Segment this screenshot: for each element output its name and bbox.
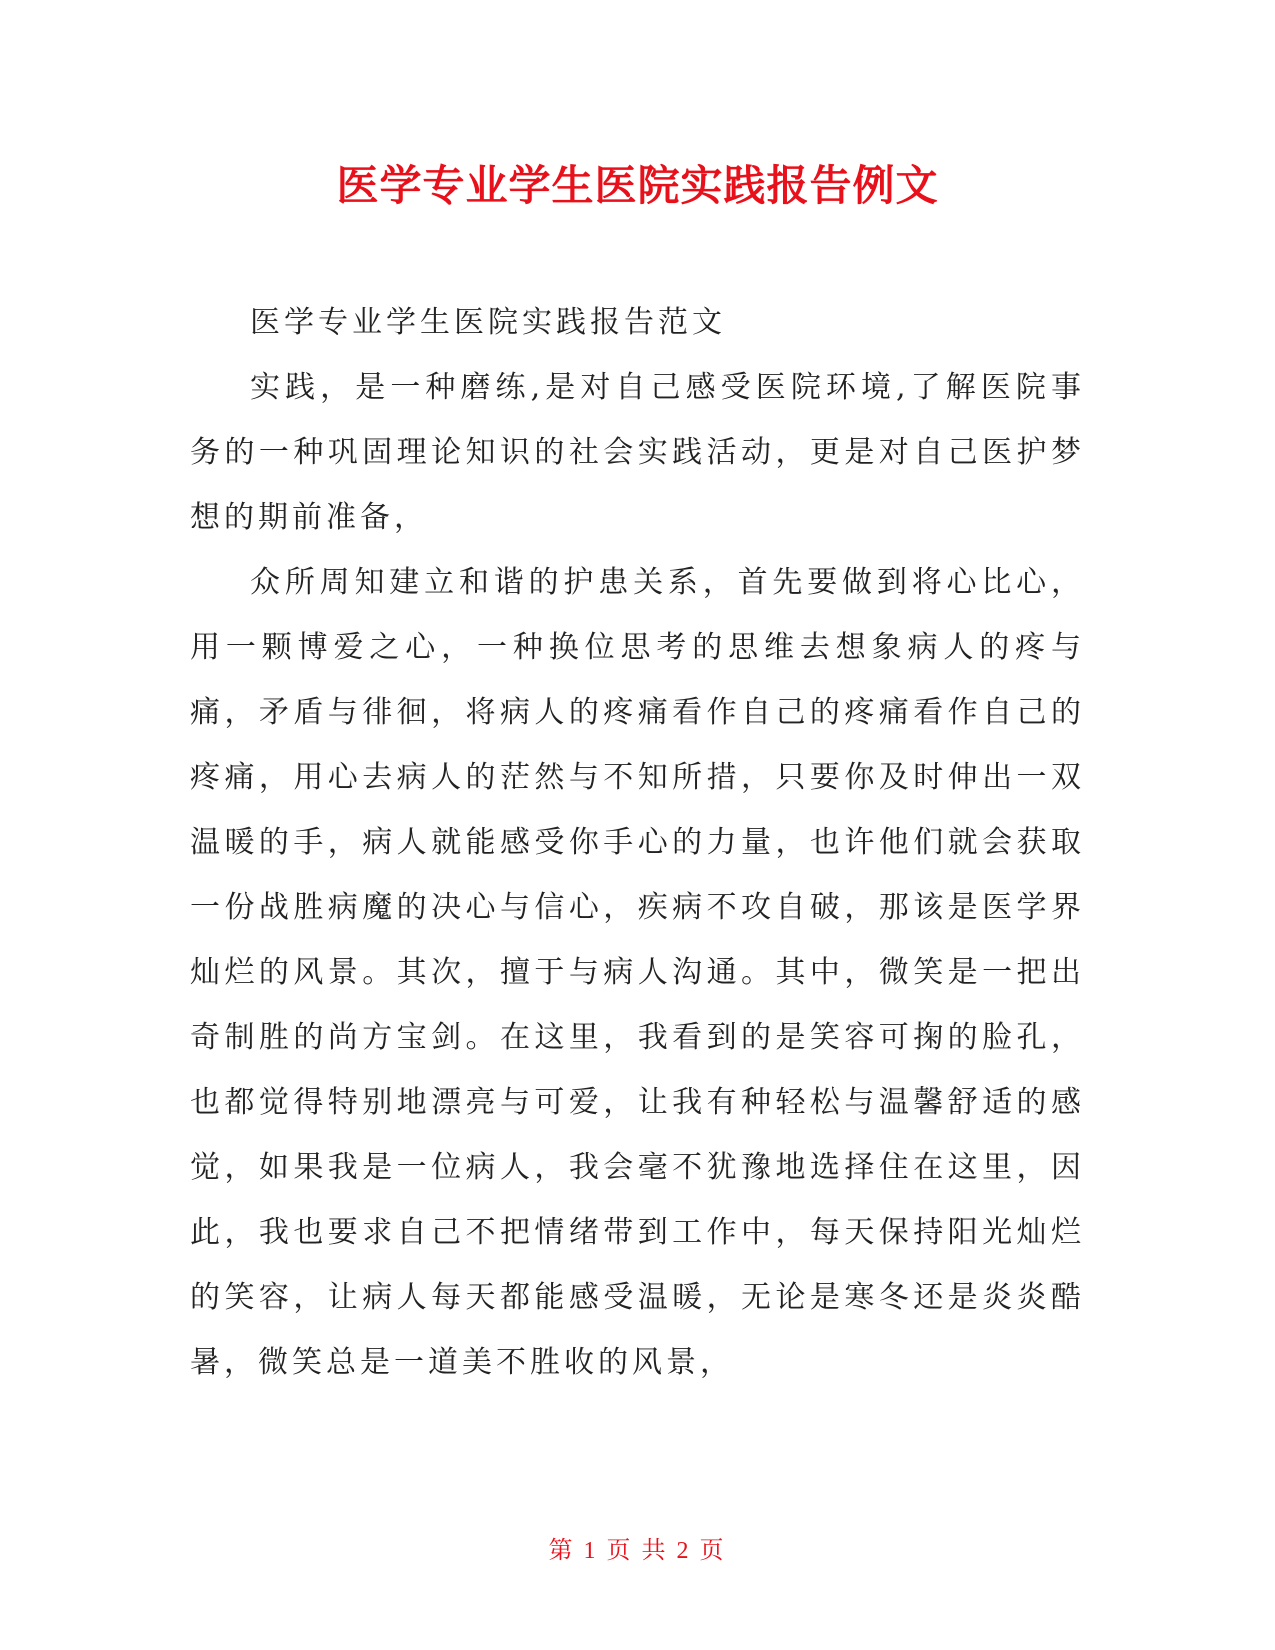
footer-suffix: 页 (699, 1538, 727, 1564)
footer-current-page: 1 (583, 1538, 599, 1564)
paragraph-main: 众所周知建立和谐的护患关系，首先要做到将心比心，用一颗博爱之心，一种换位思考的思维去想象病人的疼与痛，矛盾与徘徊，将病人的疼痛看作自己的疼痛看作自己的疼痛，用心去病人的茫然与不知所措，只要你及时伸出一双温暖的手，病人就能感受你手心的力量，也许他们就会获取一份战胜病魔的决心与信心，疾病不攻自破，那该是医学界灿烂的风景。其次，擅于与病人沟通。其中，微笑是一把出奇制胜的尚方宝剑。在这里，我看到的是笑容可掬的脸孔，也都觉得特别地漂亮与可爱，让我有种轻松与温馨舒适的感觉，如果我是一位病人，我会毫不犹豫地选择住在这里，因此，我也要求自己不把情绪带到工作中，每天保持阳光灿烂的笑容，让病人每天都能感受温暖，无论是寒冬还是炎炎酷暑，微笑总是一道美不胜收的风景， (190, 565, 1085, 1380)
footer-page-word: 页 (606, 1538, 634, 1564)
paragraph-intro: 实践，是一种磨练,是对自己感受医院环境,了解医院事务的一种巩固理论知识的社会实践活动，更是对自己医护梦想的期前准备， (190, 370, 1085, 535)
footer-total-prefix: 共 (641, 1538, 669, 1564)
document-title: 医学专业学生医院实践报告例文 (336, 161, 939, 210)
page-number-footer (0, 1536, 1275, 1566)
footer-prefix: 第 (548, 1538, 576, 1564)
paragraph-subtitle: 医学专业学生医院实践报告范文 (250, 305, 726, 340)
footer-total-pages: 2 (676, 1538, 692, 1564)
document-body (190, 290, 1085, 1395)
